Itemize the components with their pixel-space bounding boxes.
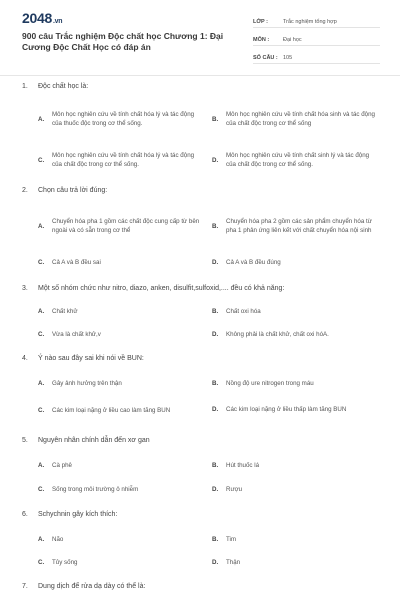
option-text: Chuyển hóa pha 2 gồm các sản phẩm chuyển hóa từ pha 1 phản ứng liên kết với chất chuyển hóa nội sinh <box>226 218 372 234</box>
option-text: Tim <box>226 535 237 543</box>
option-text: Thận <box>226 558 241 566</box>
option-letter: B. <box>212 461 219 469</box>
option-text: Rượu <box>226 485 243 493</box>
question-5 <box>22 436 382 445</box>
option-letter: B. <box>212 307 219 315</box>
option-letter: D. <box>212 330 219 338</box>
option-letter: C. <box>38 330 45 338</box>
option-letter: A. <box>38 379 45 387</box>
option-letter: B. <box>212 535 219 543</box>
option-c[interactable] <box>38 404 210 416</box>
question-text <box>22 510 382 519</box>
meta-row-count <box>253 46 380 64</box>
option-c[interactable] <box>38 145 210 175</box>
question-stem: Một số nhóm chức như nitro, diazo, anken, disulfit,sulfoxid,.... đều có khả năng: <box>38 285 285 292</box>
option-d[interactable] <box>212 398 382 420</box>
option-b[interactable] <box>212 100 382 138</box>
option-b[interactable] <box>212 305 382 317</box>
option-a[interactable] <box>38 377 210 389</box>
option-letter: D. <box>212 405 219 413</box>
option-text: Não <box>52 535 64 543</box>
question-4 <box>22 354 382 363</box>
question-1 <box>22 82 382 91</box>
option-letter: D. <box>212 485 219 493</box>
option-text: Chuyển hóa pha 1 gồm các chất độc cung cấp từ bên ngoài và có sẵn trong cơ thể <box>52 218 200 234</box>
question-number: 3. <box>22 285 28 292</box>
question-stem: Schychnin gây kích thích: <box>38 511 118 518</box>
option-letter: A. <box>38 222 45 230</box>
question-number: 2. <box>22 187 28 194</box>
option-d[interactable] <box>212 328 382 340</box>
option-a[interactable] <box>38 210 210 242</box>
option-text: Gây ảnh hưởng trên thận <box>52 379 122 387</box>
document-meta <box>253 10 380 64</box>
question-text <box>22 284 382 293</box>
document-title: 900 câu Trắc nghiệm Độc chất học Chương 1: Đại Cương Độc Chất Học có đáp án <box>22 31 224 52</box>
option-text: Môn học nghiên cứu về tính chất hóa lý và tác động của thuốc độc trong cơ thể sống. <box>52 111 195 127</box>
option-text: Môn học nghiên cứu về tính chất hóa sinh và tác động của chất độc trong cơ thể sống <box>226 111 375 127</box>
option-d[interactable] <box>212 556 382 568</box>
option-text: Cả A và B đều đúng <box>226 258 281 266</box>
option-letter: D. <box>212 258 219 266</box>
option-letter: D. <box>212 558 219 566</box>
meta-label: MÔN : <box>253 37 270 43</box>
option-letter: C. <box>38 406 45 414</box>
option-a[interactable] <box>38 533 210 545</box>
option-letter: D. <box>212 156 219 164</box>
document-header <box>0 0 400 72</box>
option-a[interactable] <box>38 104 210 134</box>
option-letter: A. <box>38 535 45 543</box>
option-c[interactable] <box>38 328 210 340</box>
question-number: 6. <box>22 511 28 518</box>
header-divider <box>0 75 400 76</box>
option-letter: B. <box>212 379 219 387</box>
option-text: Hút thuốc lá <box>226 461 260 469</box>
option-text: Môn học nghiên cứu về tính chất sinh lý và tác động của chất độc trong cơ thể sống. <box>226 152 370 168</box>
option-text: Nồng độ ure nitrogen trong máu <box>226 379 314 387</box>
meta-row-class <box>253 10 380 28</box>
option-text: Chất oxi hóa <box>226 307 261 315</box>
question-number: 5. <box>22 437 28 444</box>
option-text: Các kim loại nặng ở liều thấp làm tăng BUN <box>226 405 347 413</box>
question-7 <box>22 582 382 591</box>
option-letter: A. <box>38 461 45 469</box>
question-2 <box>22 186 382 195</box>
option-text: Các kim loại nặng ở liều cao làm tăng BUN <box>52 406 171 414</box>
question-text <box>22 82 382 91</box>
question-text <box>22 354 382 363</box>
question-text <box>22 582 382 591</box>
option-b[interactable] <box>212 377 382 389</box>
question-stem: Độc chất học là: <box>38 83 89 90</box>
option-letter: B. <box>212 222 219 230</box>
option-letter: C. <box>38 258 45 266</box>
option-a[interactable] <box>38 305 210 317</box>
meta-row-subject <box>253 28 380 46</box>
question-text <box>22 186 382 195</box>
option-c[interactable] <box>38 256 210 268</box>
option-c[interactable] <box>38 556 210 568</box>
meta-value: Đại học <box>283 37 302 43</box>
option-d[interactable] <box>212 256 382 268</box>
question-stem: Nguyên nhân chính dẫn đến xơ gan <box>38 437 150 444</box>
option-letter: B. <box>212 115 219 123</box>
question-number: 4. <box>22 355 28 362</box>
question-text <box>22 436 382 445</box>
meta-label: SỐ CÂU : <box>253 55 278 61</box>
option-letter: C. <box>38 156 45 164</box>
option-letter: A. <box>38 115 45 123</box>
question-stem: Dung dịch để rửa dạ dày có thể là: <box>38 583 146 590</box>
question-6 <box>22 510 382 519</box>
meta-value: Trắc nghiệm tổng hợp <box>283 19 337 25</box>
option-b[interactable] <box>212 206 382 246</box>
option-c[interactable] <box>38 483 210 495</box>
meta-value: 105 <box>283 55 293 61</box>
option-text: Chất khử <box>52 307 78 315</box>
option-letter: C. <box>38 558 45 566</box>
option-text: Không phải là chất khử, chất oxi hóA. <box>226 330 329 338</box>
option-a[interactable] <box>38 459 210 471</box>
option-text: Sống trong môi trường ô nhiễm <box>52 485 139 493</box>
option-letter: A. <box>38 307 45 315</box>
option-d[interactable] <box>212 145 382 175</box>
logo-suffix: .vn <box>52 18 63 25</box>
option-b[interactable] <box>212 533 382 545</box>
option-text: Cà phê <box>52 461 72 469</box>
option-text: Môn học nghiên cứu về tính chất hóa lý và tác động của chất độc trong cơ thể sống. <box>52 152 195 168</box>
question-stem: Ý nào sau đây sai khi nói về BUN: <box>38 355 144 362</box>
logo-text: 2048 <box>22 10 52 26</box>
question-3 <box>22 284 382 293</box>
option-text: Cả A và B đều sai <box>52 258 101 266</box>
option-d[interactable] <box>212 483 382 495</box>
site-logo[interactable] <box>22 10 62 26</box>
option-letter: C. <box>38 485 45 493</box>
option-b[interactable] <box>212 459 382 471</box>
option-text: Vừa là chất khử,v <box>52 330 101 338</box>
question-number: 1. <box>22 83 28 90</box>
question-stem: Chọn câu trả lời đúng: <box>38 187 108 194</box>
question-number: 7. <box>22 583 28 590</box>
meta-label: LỚP : <box>253 19 268 25</box>
option-text: Tủy sống <box>52 558 78 566</box>
